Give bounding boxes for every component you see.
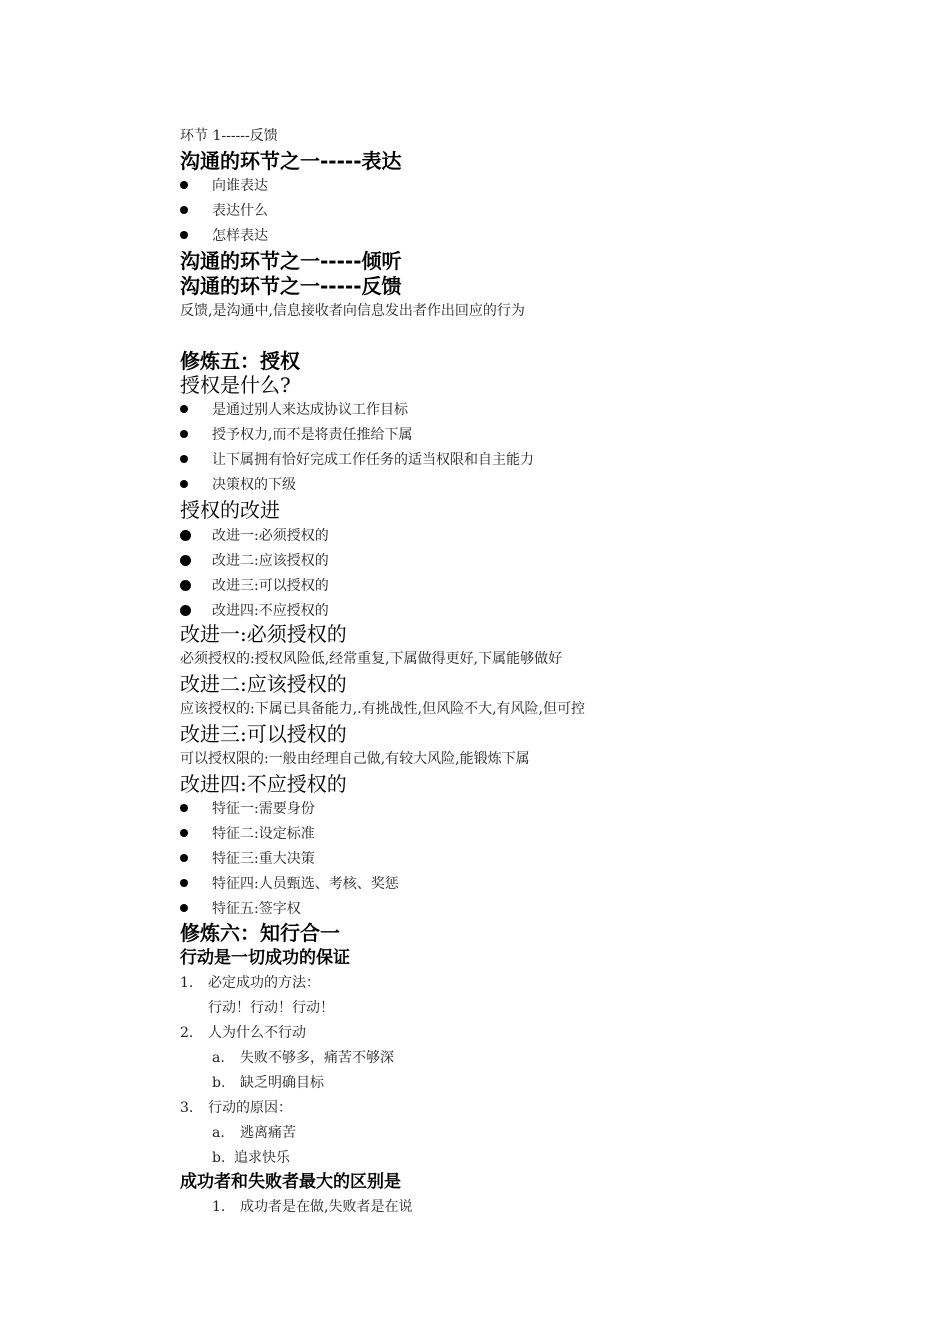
list-item: 特征四:人员甄选、考核、奖惩 — [180, 874, 399, 894]
numbered-item-continuation: 行动！行动！行动！ — [208, 1000, 334, 1016]
numbered-item: 3. 行动的原因： — [180, 1100, 292, 1116]
bullet-icon — [180, 231, 188, 239]
bullet-icon — [180, 530, 191, 541]
list-item: 是通过别人来达成协议工作目标 — [180, 400, 408, 420]
list-item: 特征五:签字权 — [180, 899, 301, 919]
list-item: 授予权力,而不是将责任推给下属 — [180, 425, 412, 445]
list-item: 让下属拥有恰好完成工作任务的适当权限和自主能力 — [180, 450, 534, 470]
heading-delegation-improvement: 授权的改进 — [180, 498, 280, 522]
heading-improvement-three: 改进三:可以授权的 — [180, 722, 347, 746]
lettered-item: b. 缺乏明确目标 — [212, 1075, 324, 1091]
heading-improvement-four: 改进四:不应授权的 — [180, 772, 347, 796]
heading-feedback: 沟通的环节之一-----反馈 — [180, 274, 402, 298]
heading-cultivation-five: 修炼五：授权 — [180, 349, 300, 373]
list-item: 怎样表达 — [180, 226, 268, 246]
list-item: 改进一:必须授权的 — [180, 526, 329, 546]
heading-listening: 沟通的环节之一-----倾听 — [180, 249, 402, 273]
bullet-icon — [180, 430, 188, 438]
numbered-item: 2. 人为什么不行动 — [180, 1025, 306, 1041]
bullet-icon — [180, 206, 188, 214]
bullet-icon — [180, 854, 188, 862]
section-label: 环节 1------反馈 — [180, 128, 278, 144]
improvement-two-text: 应该授权的:下属已具备能力,.有挑战性,但风险不大,有风险,但可控 — [180, 701, 585, 717]
list-item: 决策权的下级 — [180, 475, 296, 495]
bullet-icon — [180, 804, 188, 812]
list-item: 特征三:重大决策 — [180, 849, 315, 869]
bullet-icon — [180, 605, 191, 616]
lettered-item: a. 失败不够多，痛苦不够深 — [212, 1050, 394, 1066]
list-item: 改进二:应该授权的 — [180, 551, 329, 571]
list-item: 改进三:可以授权的 — [180, 576, 329, 596]
lettered-item: a. 逃离痛苦 — [212, 1125, 296, 1141]
improvement-three-text: 可以授权限的:一般由经理自己做,有较大风险,能锻炼下属 — [180, 751, 530, 767]
heading-success-vs-failure: 成功者和失败者最大的区别是 — [180, 1172, 401, 1192]
bullet-icon — [180, 580, 191, 591]
bullet-icon — [180, 455, 188, 463]
feedback-definition: 反馈,是沟通中,信息接收者向信息发出者作出回应的行为 — [180, 303, 525, 319]
lettered-item: b. 追求快乐 — [212, 1150, 290, 1166]
heading-action-guarantee: 行动是一切成功的保证 — [180, 948, 350, 968]
heading-improvement-one: 改进一:必须授权的 — [180, 622, 347, 646]
heading-what-is-delegation: 授权是什么? — [180, 373, 291, 397]
improvement-one-text: 必须授权的:授权风险低,经常重复,下属做得更好,下属能够做好 — [180, 651, 563, 667]
bullet-icon — [180, 829, 188, 837]
list-item: 特征一:需要身份 — [180, 799, 315, 819]
bullet-icon — [180, 405, 188, 413]
numbered-item: 1. 成功者是在做,失败者是在说 — [212, 1199, 413, 1215]
bullet-icon — [180, 904, 188, 912]
list-item: 特征二:设定标准 — [180, 824, 315, 844]
list-item: 表达什么 — [180, 201, 268, 221]
list-item: 向谁表达 — [180, 176, 268, 196]
heading-cultivation-six: 修炼六：知行合一 — [180, 921, 340, 945]
bullet-icon — [180, 879, 188, 887]
bullet-icon — [180, 480, 188, 488]
bullet-icon — [180, 555, 191, 566]
list-item: 改进四:不应授权的 — [180, 601, 329, 621]
numbered-item: 1. 必定成功的方法： — [180, 975, 320, 991]
heading-improvement-two: 改进二:应该授权的 — [180, 672, 347, 696]
bullet-icon — [180, 181, 188, 189]
heading-expression: 沟通的环节之一-----表达 — [180, 149, 402, 173]
